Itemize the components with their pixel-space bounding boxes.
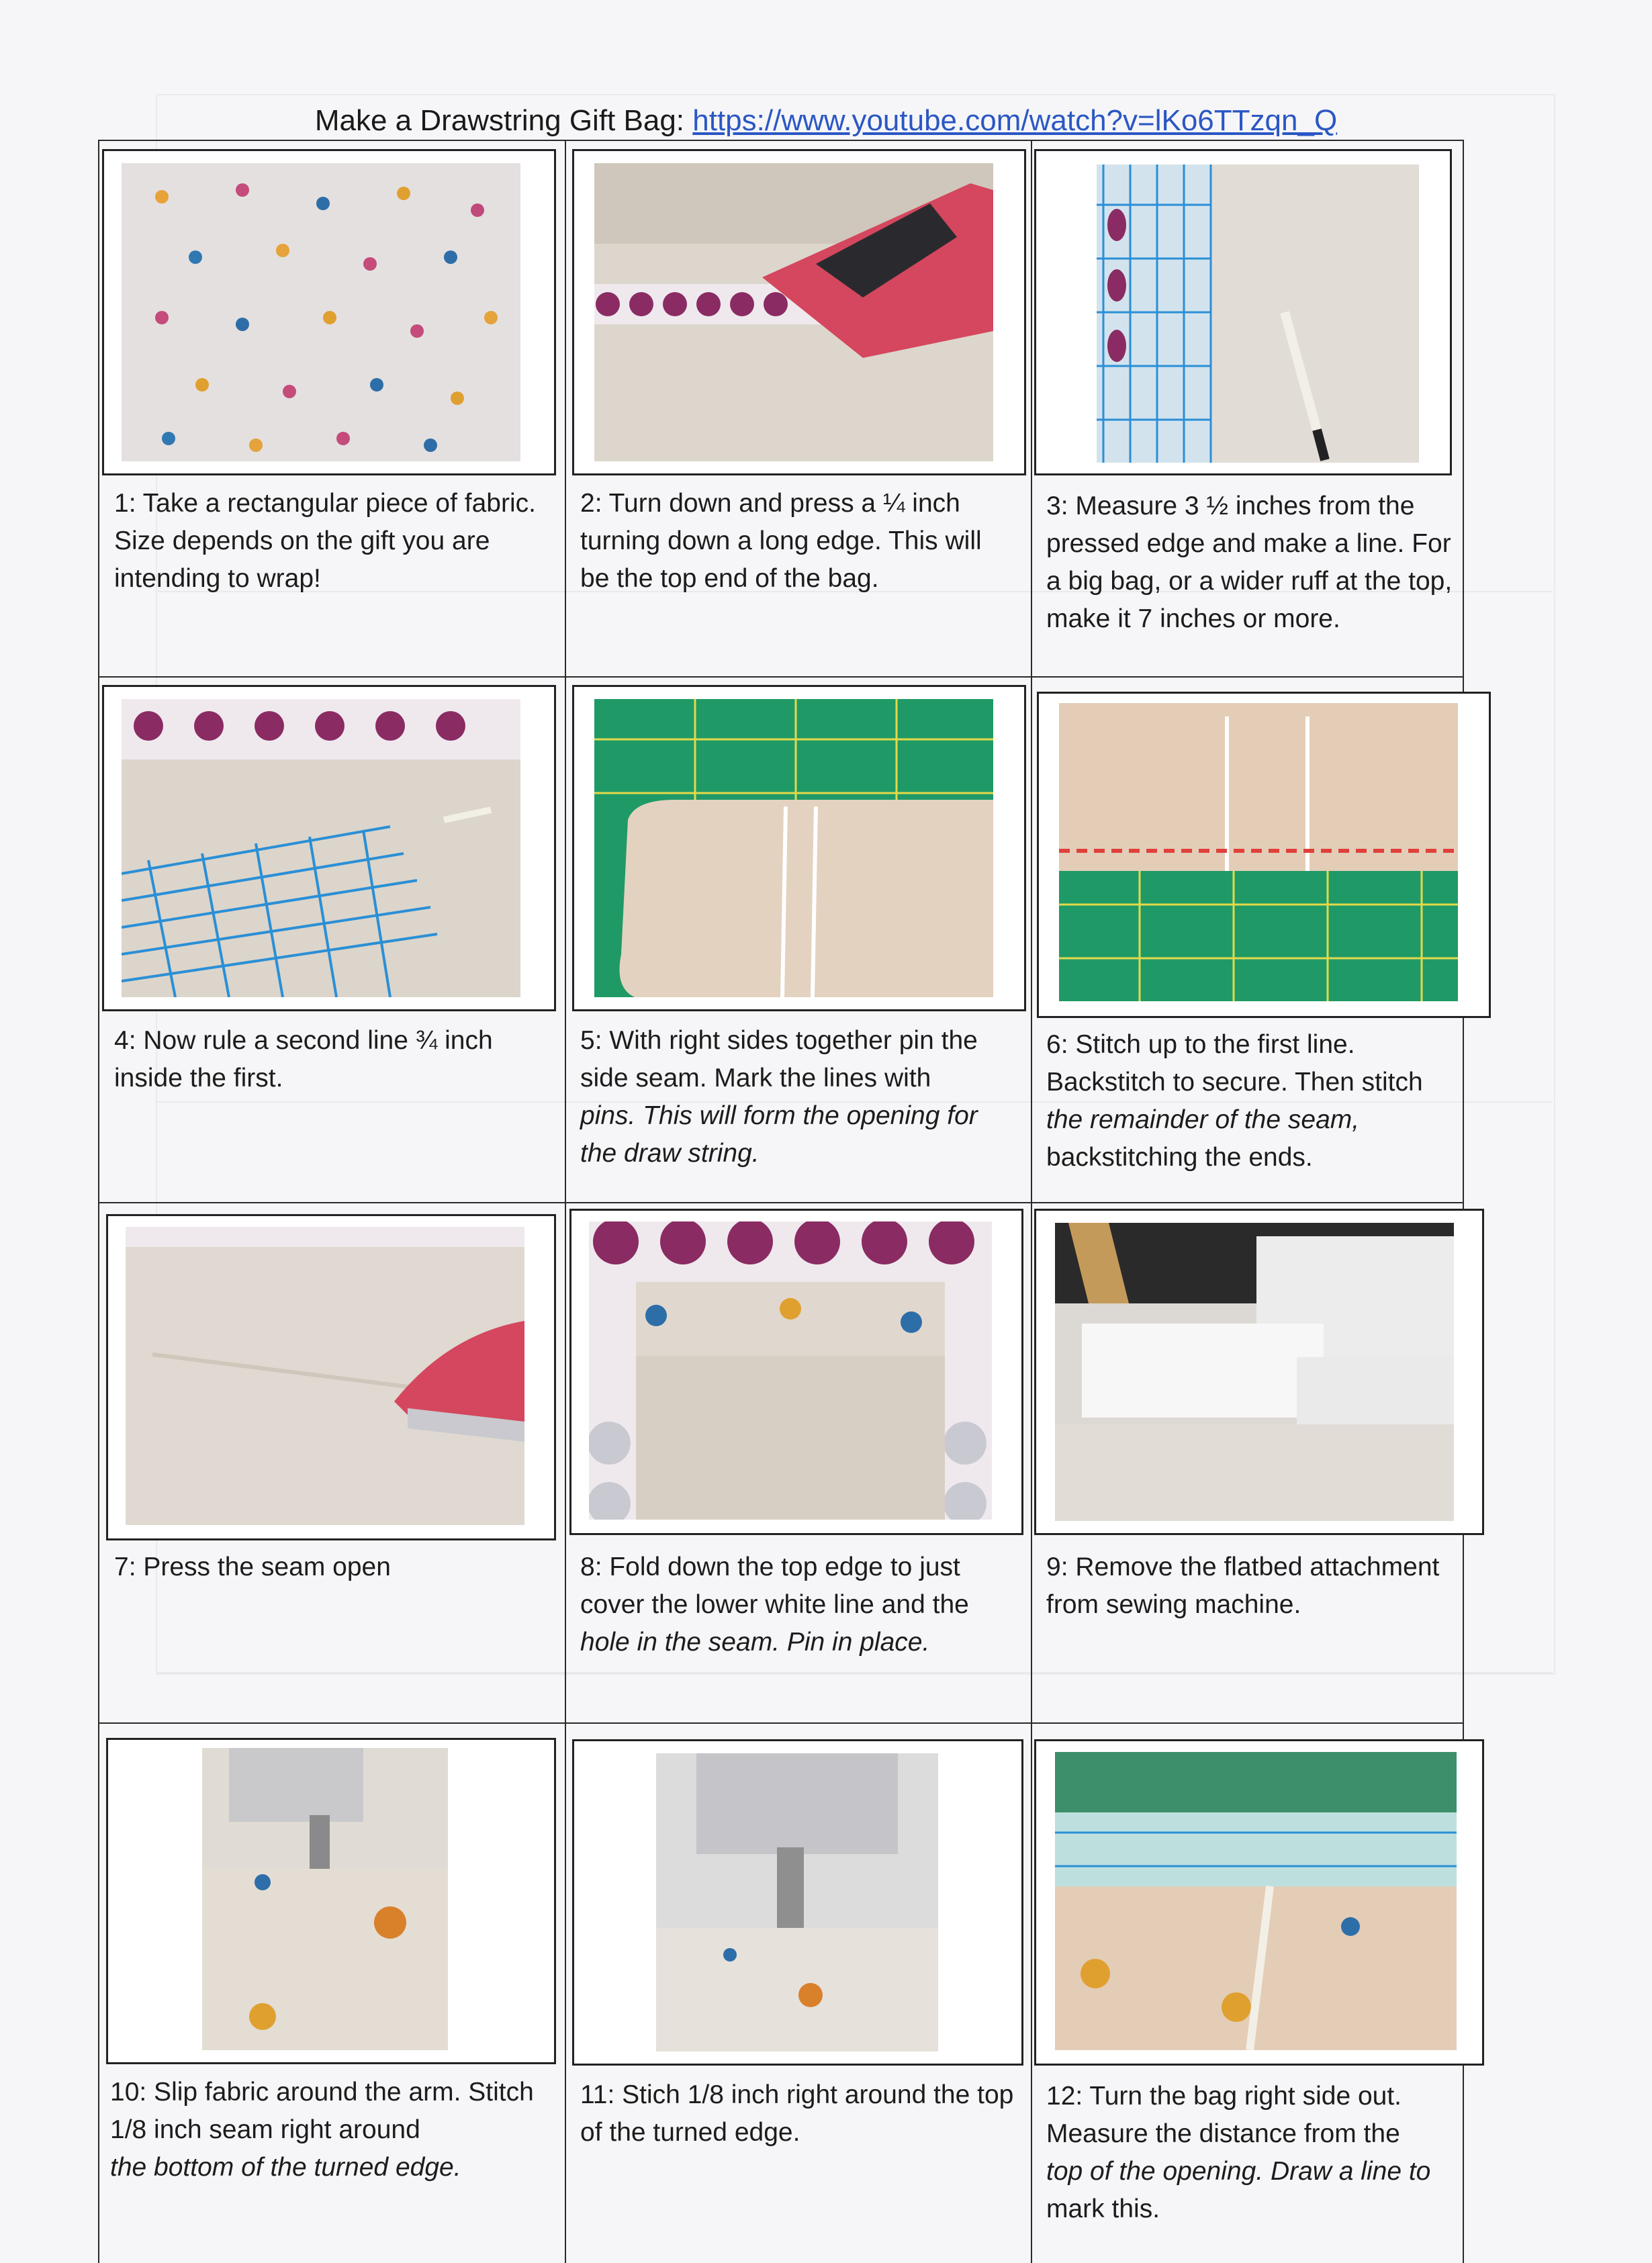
step-9-frame	[1034, 1209, 1484, 1535]
step-9-photo-sewing-machine	[1055, 1223, 1454, 1521]
step-11-photo-stitch-top	[656, 1753, 938, 2051]
step-7-frame	[106, 1214, 556, 1540]
step-4-photo-second-line	[122, 699, 520, 997]
step-4-caption	[114, 1022, 544, 1097]
step-2-photo-ironing	[594, 163, 993, 461]
step-3-caption	[1046, 488, 1463, 638]
step-3-photo-ruler-measure	[1097, 165, 1419, 463]
step-8-text-a: 8: Fold down the top edge to just cover the lower white line and the	[580, 1553, 969, 1619]
step-11-frame	[572, 1739, 1023, 2066]
step-1-photo-butterfly-fabric	[122, 163, 520, 461]
steps-table	[98, 140, 1464, 2263]
step-10-text-a: 10: Slip fabric around the arm. Stitch 1/8 inch seam right around	[110, 2078, 534, 2144]
step-9-text: 9: Remove the flatbed attachment from sewing machine.	[1046, 1553, 1440, 1619]
step-2-text: 2: Turn down and press a ¼ inch turning down a long edge. This will be the top end of the bag.	[580, 489, 982, 593]
step-12-text-c: mark this.	[1046, 2195, 1160, 2223]
step-12-photo-measure-opening	[1055, 1752, 1457, 2050]
step-7-text: 7: Press the seam open	[114, 1553, 391, 1581]
step-1-caption	[114, 485, 537, 598]
step-12-frame	[1034, 1739, 1484, 2066]
step-5-photo-pin-side-seam	[594, 699, 993, 997]
step-8-photo-fold-top-edge	[589, 1221, 992, 1520]
step-12-text-b: top of the opening. Draw a line to	[1046, 2157, 1431, 2186]
step-11-text: 11: Stich 1/8 inch right around the top of the turned edge.	[580, 2080, 1014, 2147]
row-divider	[99, 1722, 1463, 1724]
step-6-text-b: the remainder of the seam,	[1046, 1105, 1360, 1134]
step-6-photo-stitch-seam	[1059, 703, 1458, 1001]
step-1-frame	[102, 149, 556, 475]
step-8-text-b: hole in the seam. Pin in place.	[580, 1628, 930, 1657]
step-4-frame	[102, 685, 556, 1011]
step-9-caption	[1046, 1549, 1469, 1624]
step-2-caption	[580, 485, 1010, 598]
video-link[interactable]: https://www.youtube.com/watch?v=lKo6TTzqn_Q	[692, 104, 1338, 137]
row-divider	[99, 1202, 1463, 1203]
step-5-text-a: 5: With right sides together pin the side seam. Mark the lines with	[580, 1026, 978, 1093]
step-8-frame	[569, 1209, 1023, 1535]
step-2-frame	[572, 149, 1026, 475]
step-7-photo-press-seam	[126, 1227, 524, 1525]
row-divider	[99, 676, 1463, 678]
step-3-text: 3: Measure 3 ½ inches from the pressed edge and make a line. For a big bag, or a wider ruff at the top, make it 7 inches or more.	[1046, 492, 1453, 633]
step-12-text-a: 12: Turn the bag right side out. Measure the distance from the	[1046, 2082, 1402, 2148]
step-11-caption	[580, 2076, 1017, 2152]
step-12-caption	[1046, 2078, 1463, 2228]
step-10-caption	[110, 2074, 553, 2186]
page-title	[0, 101, 1652, 141]
step-3-frame	[1034, 149, 1452, 475]
step-5-caption	[580, 1022, 1017, 1172]
title-text: Make a Drawstring Gift Bag:	[314, 104, 685, 137]
step-6-frame	[1037, 692, 1491, 1018]
step-7-caption	[114, 1549, 544, 1586]
step-10-photo-fabric-on-arm	[202, 1748, 448, 2050]
step-6-text-c: backstitching the ends.	[1046, 1143, 1313, 1172]
step-6-caption	[1046, 1026, 1463, 1176]
step-5-text-b: pins. This will form the opening for the draw string.	[580, 1101, 978, 1168]
step-10-text-b: the bottom of the turned edge.	[110, 2153, 461, 2182]
step-1-text: 1: Take a rectangular piece of fabric. Size depends on the gift you are intending to wrap!	[114, 489, 536, 593]
step-5-frame	[572, 685, 1026, 1011]
step-4-text: 4: Now rule a second line ¾ inch inside the first.	[114, 1026, 493, 1093]
step-8-caption	[580, 1549, 1017, 1661]
step-6-text-a: 6: Stitch up to the first line. Backstitch to secure. Then stitch	[1046, 1030, 1423, 1097]
step-10-frame	[106, 1738, 556, 2064]
